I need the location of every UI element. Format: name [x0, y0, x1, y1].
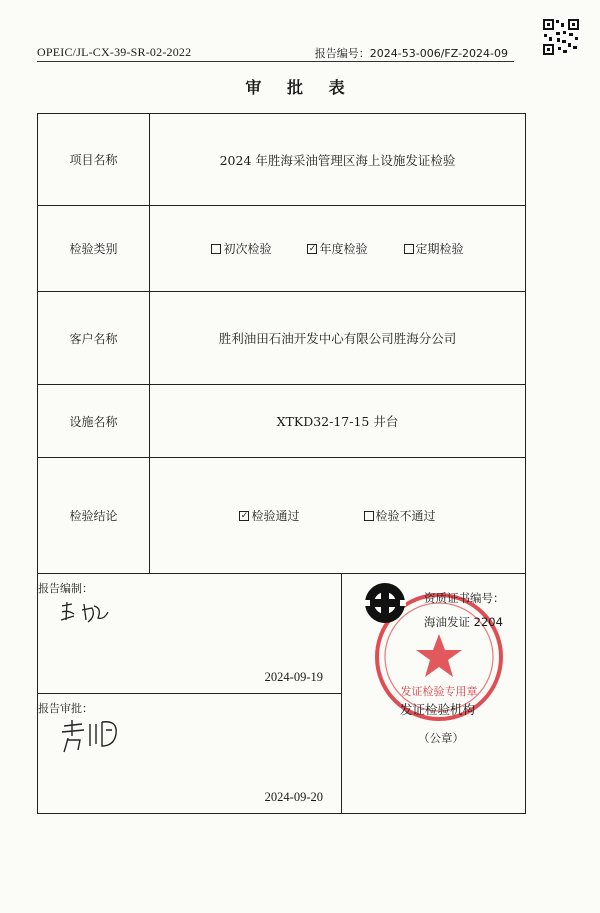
label-conclusion: 检验结论 — [38, 458, 150, 573]
page-title: 审 批 表 — [245, 78, 355, 97]
reviewed-by-block — [38, 694, 341, 813]
value-project-name: 2024 年胜海采油管理区海上设施发证检验 — [219, 152, 456, 168]
cert-label: 资质证书编号： — [424, 591, 505, 605]
table-row-conclusion — [38, 458, 525, 574]
org-name: 发证检验机构 — [400, 702, 476, 717]
prepared-signature-icon — [58, 598, 118, 626]
header-divider — [37, 61, 514, 62]
option-annual: ✓ 年度检验 — [308, 242, 368, 256]
signature-section — [38, 574, 525, 813]
conclusion-options — [150, 458, 525, 573]
reviewed-label: 报告审批： — [38, 702, 93, 715]
label-inspection-type: 检验类别 — [38, 206, 150, 291]
inspection-type-options — [150, 206, 525, 291]
organization-logo-icon — [360, 578, 410, 628]
option-fail: 检验不通过 — [364, 507, 436, 524]
prepared-date: 2024-09-19 — [264, 670, 323, 684]
option-pass: ✓ 检验通过 — [240, 509, 300, 523]
authority-block — [342, 574, 525, 813]
checkbox-pass-checked: ✓ — [240, 510, 249, 521]
value-client-name: 胜利油田石油开发中心有限公司胜海分公司 — [218, 331, 457, 346]
report-number: 报告编号：2024-53-006/FZ-2024-09 — [314, 47, 508, 60]
reviewed-date: 2024-09-20 — [264, 790, 323, 804]
label-facility-name: 设施名称 — [38, 385, 150, 457]
checkbox-initial — [211, 244, 221, 254]
form-code: OPEIC/JL-CX-39-SR-02-2022 — [37, 45, 192, 59]
checkbox-annual-checked: ✓ — [308, 243, 317, 254]
checkbox-fail — [364, 511, 374, 521]
table-row-client — [38, 292, 525, 385]
qr-code-icon — [542, 18, 580, 56]
label-client-name: 客户名称 — [38, 292, 150, 384]
table-row-facility — [38, 385, 525, 458]
checkbox-periodic — [404, 244, 414, 254]
stamp-text: 发证检验专用章 — [400, 685, 478, 698]
value-facility-name: XTKD32-17-15 井台 — [276, 414, 399, 429]
prepared-by-block — [38, 574, 341, 694]
signature-column — [38, 574, 342, 813]
label-project-name: 项目名称 — [38, 114, 150, 205]
table-row-inspection-type — [38, 206, 525, 292]
reviewed-signature-icon — [58, 716, 138, 756]
prepared-label: 报告编制： — [38, 582, 93, 595]
approval-table — [37, 113, 526, 814]
table-row-project — [38, 114, 525, 206]
option-initial: 初次检验 — [211, 240, 271, 257]
cert-number: 海油发证 2204 — [424, 615, 503, 629]
option-periodic: 定期检验 — [404, 240, 464, 257]
seal-note: （公章） — [418, 731, 464, 745]
